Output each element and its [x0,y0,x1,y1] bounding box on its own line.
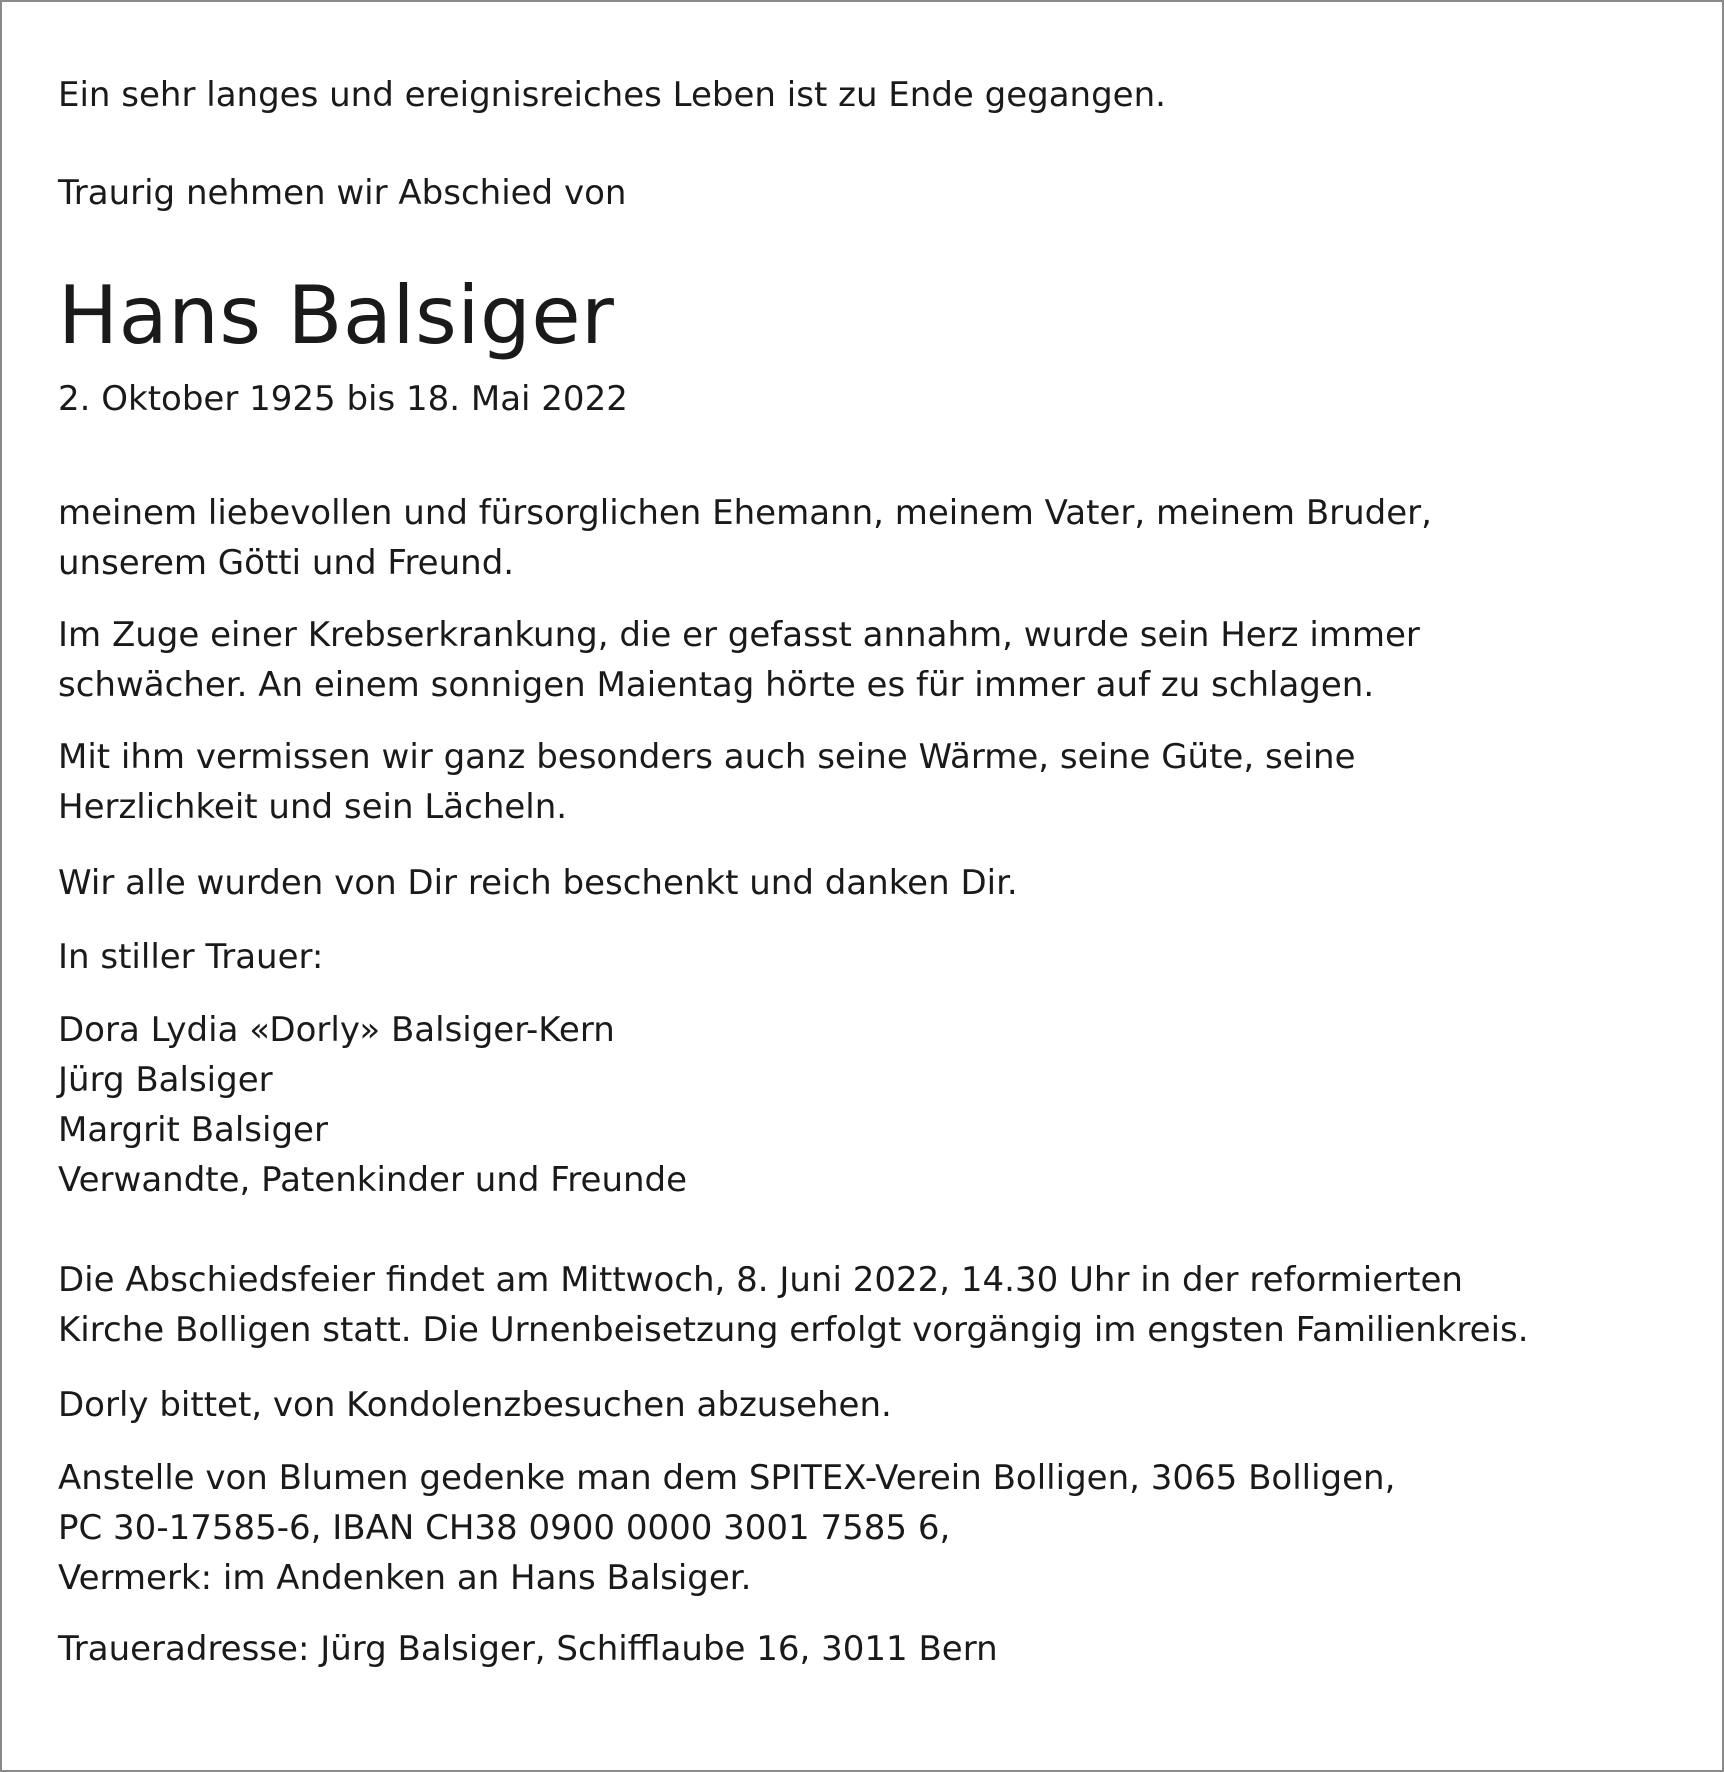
illness-line: schwächer. An einem sonnigen Maientag hörte es für immer auf zu schlagen. [58,665,1375,705]
condolence-note: Dorly bittet, von Kondolenzbesuchen abzusehen. [58,1385,892,1425]
ceremony-line: Die Abschiedsfeier findet am Mittwoch, 8. Juni 2022, 14.30 Uhr in der reformierten [58,1260,1463,1300]
tribute-line: unserem Götti und Freund. [58,543,515,583]
donation-paragraph [58,1453,1395,1603]
mourning-address: Traueradresse: Jürg Balsiger, Schifflaube 16, 3011 Bern [58,1629,998,1669]
mourner-name: Dora Lydia «Dorly» Balsiger-Kern [58,1010,615,1050]
donation-line: Anstelle von Blumen gedenke man dem SPITEX-Verein Bolligen, 3065 Bolligen, [58,1458,1396,1498]
illness-line: Im Zuge einer Krebserkrankung, die er gefasst annahm, wurde sein Herz immer [58,615,1420,655]
farewell-text: Traurig nehmen wir Abschied von [58,173,627,213]
mourning-label: In stiller Trauer: [58,937,324,977]
memory-line: Herzlichkeit und sein Lächeln. [58,787,568,827]
illness-paragraph [58,610,1420,710]
mourner-name: Jürg Balsiger [58,1060,273,1100]
deceased-name: Hans Balsiger [58,269,615,362]
donation-line: Vermerk: im Andenken an Hans Balsiger. [58,1558,752,1598]
mourners-list [58,1005,687,1205]
tribute-paragraph [58,488,1432,588]
ceremony-paragraph [58,1255,1529,1355]
life-dates: 2. Oktober 1925 bis 18. Mai 2022 [58,379,628,419]
intro-text: Ein sehr langes und ereignisreiches Leben ist zu Ende gegangen. [58,75,1166,115]
memory-paragraph [58,732,1356,832]
ceremony-line: Kirche Bolligen statt. Die Urnenbeisetzung erfolgt vorgängig im engsten Familienkreis. [58,1310,1529,1350]
mourner-name: Verwandte, Patenkinder und Freunde [58,1160,688,1200]
tribute-line: meinem liebevollen und fürsorglichen Ehemann, meinem Vater, meinem Bruder, [58,493,1432,533]
donation-line: PC 30-17585-6, IBAN CH38 0900 0000 3001 7585 6, [58,1508,951,1548]
memory-line: Mit ihm vermissen wir ganz besonders auch seine Wärme, seine Güte, seine [58,737,1356,777]
mourner-name: Margrit Balsiger [58,1110,328,1150]
thanks-text: Wir alle wurden von Dir reich beschenkt und danken Dir. [58,863,1018,903]
